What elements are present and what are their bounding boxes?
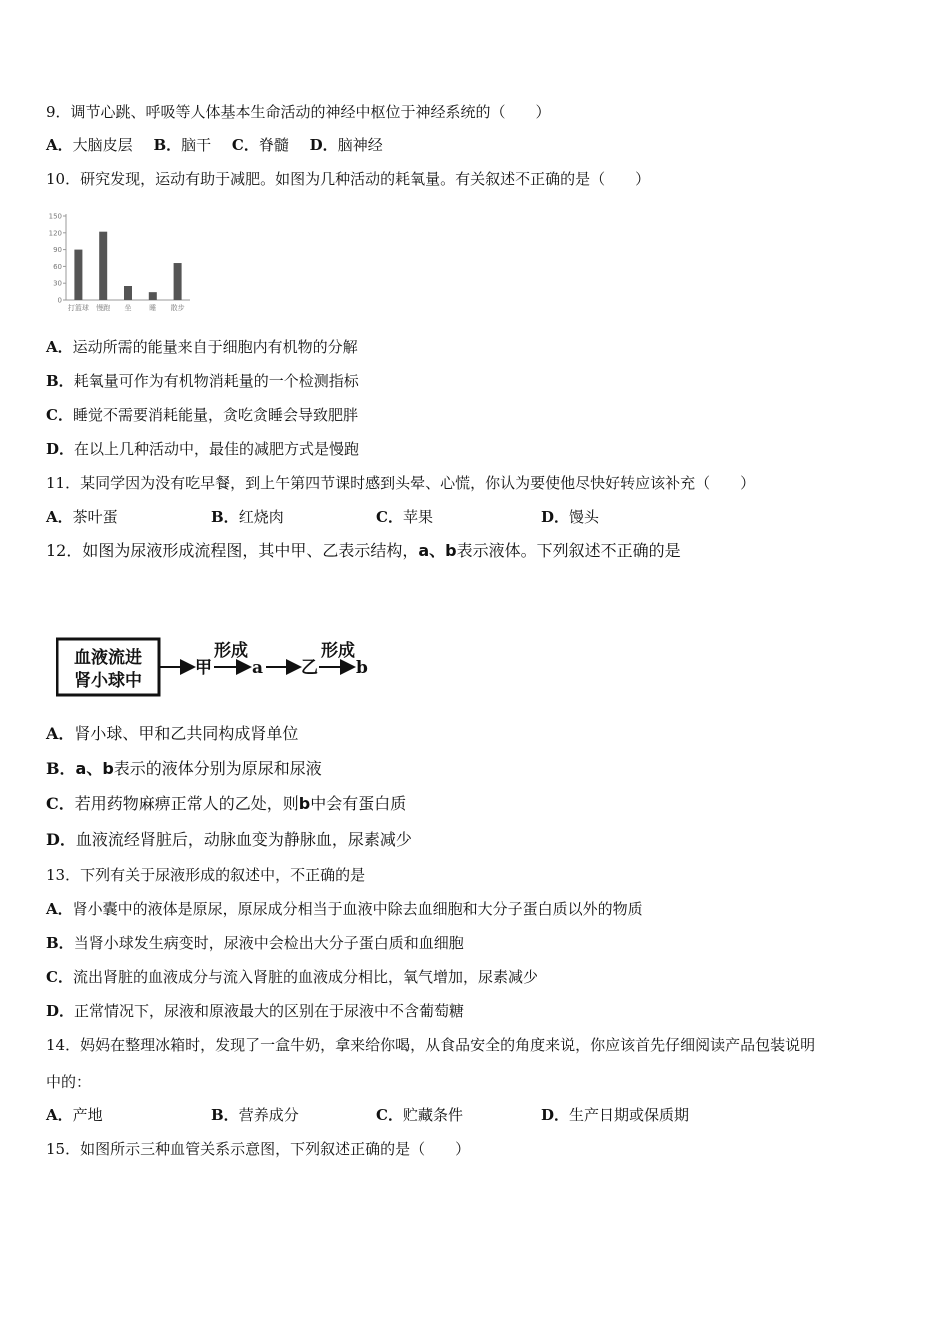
q11-option-a-label: A． bbox=[46, 508, 73, 526]
q12-stem-post: 表示液体。下列叙述不正确的是 bbox=[456, 541, 681, 560]
q9-option-d[interactable] bbox=[310, 135, 383, 155]
chart-y-tick-label: 150 bbox=[48, 212, 62, 221]
flow-node-a: a bbox=[252, 658, 264, 678]
q10-option-c[interactable] bbox=[46, 405, 358, 425]
q13-option-b[interactable] bbox=[46, 933, 464, 953]
q11-options bbox=[46, 507, 599, 527]
chart-bar bbox=[99, 232, 107, 300]
q14-option-c-text: 贮藏条件 bbox=[402, 1106, 463, 1124]
q14-options bbox=[46, 1105, 689, 1125]
q10-option-b-label: B． bbox=[46, 372, 74, 390]
q12-option-d-label: D． bbox=[46, 830, 76, 849]
q11-option-d[interactable] bbox=[541, 507, 599, 527]
chart-bars bbox=[74, 232, 181, 300]
chart-y-tick-label: 0 bbox=[57, 296, 62, 305]
q10-option-b-text: 耗氧量可作为有机物消耗量的一个检测指标 bbox=[73, 372, 359, 390]
q12-option-c-b: b bbox=[298, 794, 311, 813]
q14-stem-line2-text: 中的： bbox=[46, 1073, 92, 1091]
q10-option-a[interactable] bbox=[46, 337, 358, 357]
q9-option-a-label: A． bbox=[46, 136, 73, 154]
q12-option-d-text: 血液流经肾脏后，动脉血变为静脉血，尿素减少 bbox=[75, 830, 412, 849]
q9-stem-text: 9．调节心跳、呼吸等人体基本生命活动的神经中枢位于神经系统的（ ） bbox=[46, 103, 551, 121]
q9-option-c-label: C． bbox=[231, 136, 259, 154]
q10-option-b[interactable] bbox=[46, 371, 359, 391]
chart-x-label: 打篮球 bbox=[67, 304, 89, 312]
q9-option-c-text: 脊髓 bbox=[258, 136, 289, 154]
q14-option-b-text: 营养成分 bbox=[238, 1106, 299, 1124]
q15-stem bbox=[46, 1139, 470, 1159]
q12-option-b-ab: a、b bbox=[75, 759, 114, 778]
q9-stem bbox=[46, 102, 551, 122]
q12-option-c[interactable] bbox=[46, 794, 406, 814]
chart-y-ticks bbox=[49, 213, 66, 305]
chart-y-tick-label: 120 bbox=[48, 229, 62, 238]
oxygen-consumption-chart bbox=[44, 208, 194, 314]
q12-option-a-label: A． bbox=[46, 724, 75, 743]
q14-option-b[interactable] bbox=[211, 1105, 376, 1125]
q13-option-a-label: A． bbox=[46, 900, 73, 918]
q13-option-b-text: 当肾小球发生病变时，尿液中会检出大分子蛋白质和血细胞 bbox=[73, 934, 464, 952]
q12-option-d[interactable] bbox=[46, 830, 412, 850]
chart-x-label: 慢跑 bbox=[96, 304, 111, 312]
q12-option-b-text: 表示的液体分别为原尿和尿液 bbox=[113, 759, 322, 778]
q11-option-b[interactable] bbox=[211, 507, 376, 527]
q14-option-a-label: A． bbox=[46, 1106, 73, 1124]
q10-option-c-label: C． bbox=[46, 406, 73, 424]
q12-option-b[interactable] bbox=[46, 759, 322, 779]
flow-arrow-label-1: 形成 bbox=[214, 641, 248, 661]
q13-option-a-text: 肾小囊中的液体是原尿，原尿成分相当于血液中除去血细胞和大分子蛋白质以外的物质 bbox=[72, 900, 643, 918]
q14-option-a-text: 产地 bbox=[72, 1106, 103, 1124]
chart-bar bbox=[174, 263, 182, 300]
q10-stem-text: 10．研究发现，运动有助于减肥。如图为几种活动的耗氧量。有关叙述不正确的是（ ） bbox=[46, 170, 651, 188]
q10-option-a-text: 运动所需的能量来自于细胞内有机物的分解 bbox=[72, 338, 358, 356]
q11-stem bbox=[46, 473, 755, 493]
chart-x-label: 睡 bbox=[149, 304, 157, 312]
q12-option-c-label: C． bbox=[46, 794, 75, 813]
q13-option-a[interactable] bbox=[46, 899, 643, 919]
q9-option-d-text: 脑神经 bbox=[337, 136, 383, 154]
q11-stem-text: 11．某同学因为没有吃早餐，到上午第四节课时感到头晕、心慌，你认为要使他尽快好转应该补充（ ） bbox=[46, 474, 756, 492]
q12-option-a-text: 肾小球、甲和乙共同构成肾单位 bbox=[74, 724, 299, 743]
q9-options bbox=[46, 135, 383, 155]
flow-box-line2: 肾小球中 bbox=[74, 671, 142, 691]
q12-stem bbox=[46, 541, 681, 561]
q10-option-d-text: 在以上几种活动中，最佳的减肥方式是慢跑 bbox=[74, 440, 360, 458]
chart-x-label: 散步 bbox=[170, 304, 185, 312]
q9-option-b-text: 脑干 bbox=[181, 136, 212, 154]
flow-box-line1: 血液流进 bbox=[74, 648, 142, 668]
q13-option-b-label: B． bbox=[46, 934, 74, 952]
q14-option-d-label: D． bbox=[541, 1106, 570, 1124]
q13-stem-text: 13．下列有关于尿液形成的叙述中，不正确的是 bbox=[46, 866, 366, 884]
q9-option-a-text: 大脑皮层 bbox=[72, 136, 133, 154]
chart-y-tick-label: 90 bbox=[53, 246, 62, 255]
chart-bar bbox=[74, 250, 82, 300]
flow-node-yi: 乙 bbox=[301, 658, 318, 678]
q14-option-d[interactable] bbox=[541, 1105, 689, 1125]
q11-option-d-text: 馒头 bbox=[569, 508, 600, 526]
q12-stem-pre: 12．如图为尿液形成流程图，其中甲、乙表示结构， bbox=[46, 541, 419, 560]
q10-option-d-label: D． bbox=[46, 440, 75, 458]
q13-option-d-label: D． bbox=[46, 1002, 75, 1020]
q14-stem-line1 bbox=[46, 1035, 815, 1055]
q11-option-b-text: 红烧肉 bbox=[238, 508, 284, 526]
q13-option-d-text: 正常情况下，尿液和原液最大的区别在于尿液中不含葡萄糖 bbox=[74, 1002, 465, 1020]
q10-stem bbox=[46, 169, 650, 189]
flow-arrow-label-2: 形成 bbox=[321, 641, 355, 661]
q11-option-c[interactable] bbox=[376, 507, 541, 527]
q12-option-a[interactable] bbox=[46, 724, 298, 744]
q11-option-c-label: C． bbox=[376, 508, 403, 526]
q13-stem bbox=[46, 865, 365, 885]
chart-y-tick-label: 60 bbox=[53, 262, 62, 271]
q9-option-b[interactable] bbox=[153, 135, 211, 155]
q13-option-c-label: C． bbox=[46, 968, 73, 986]
q14-option-a[interactable] bbox=[46, 1105, 211, 1125]
chart-bar bbox=[124, 286, 132, 300]
q14-option-d-text: 生产日期或保质期 bbox=[569, 1106, 690, 1124]
q13-option-d[interactable] bbox=[46, 1001, 464, 1021]
q14-option-c[interactable] bbox=[376, 1105, 541, 1125]
q11-option-d-label: D． bbox=[541, 508, 570, 526]
q12-option-c-pre: 若用药物麻痹正常人的乙处，则 bbox=[74, 794, 299, 813]
chart-x-labels bbox=[68, 303, 185, 312]
q9-option-d-label: D． bbox=[309, 136, 338, 154]
q12-stem-ab: a、b bbox=[418, 541, 457, 560]
flow-node-jia: 甲 bbox=[195, 658, 212, 678]
q10-option-d[interactable] bbox=[46, 439, 359, 459]
chart-bar bbox=[149, 292, 157, 300]
q14-option-c-label: C． bbox=[376, 1106, 403, 1124]
q11-option-a-text: 茶叶蛋 bbox=[72, 508, 118, 526]
flow-node-b: b bbox=[356, 658, 368, 678]
q9-option-a[interactable] bbox=[46, 135, 133, 155]
q9-option-c[interactable] bbox=[232, 135, 289, 155]
q13-option-c-text: 流出肾脏的血液成分与流入肾脏的血液成分相比，氧气增加，尿素减少 bbox=[72, 968, 538, 986]
q13-option-c[interactable] bbox=[46, 967, 538, 987]
q10-option-a-label: A． bbox=[46, 338, 73, 356]
q14-stem-line2 bbox=[46, 1072, 91, 1092]
chart-x-label: 坐 bbox=[124, 304, 132, 312]
q10-option-c-text: 睡觉不需要消耗能量，贪吃贪睡会导致肥胖 bbox=[72, 406, 358, 424]
q11-option-a[interactable] bbox=[46, 507, 211, 527]
q14-stem-line1-text: 14．妈妈在整理冰箱时，发现了一盒牛奶，拿来给你喝，从食品安全的角度来说，你应该首先仔细阅读产品包装说明 bbox=[46, 1036, 816, 1054]
q14-option-b-label: B． bbox=[211, 1106, 239, 1124]
q11-option-b-label: B． bbox=[211, 508, 239, 526]
q12-option-b-label: B． bbox=[46, 759, 76, 778]
q12-option-c-post: 中会有蛋白质 bbox=[310, 794, 407, 813]
chart-y-tick-label: 30 bbox=[53, 279, 62, 288]
q11-option-c-text: 苹果 bbox=[402, 508, 433, 526]
urine-formation-flow-diagram bbox=[56, 630, 376, 700]
q9-option-b-label: B． bbox=[153, 136, 182, 154]
q15-stem-text: 15．如图所示三种血管关系示意图，下列叙述正确的是（ ） bbox=[46, 1140, 471, 1158]
